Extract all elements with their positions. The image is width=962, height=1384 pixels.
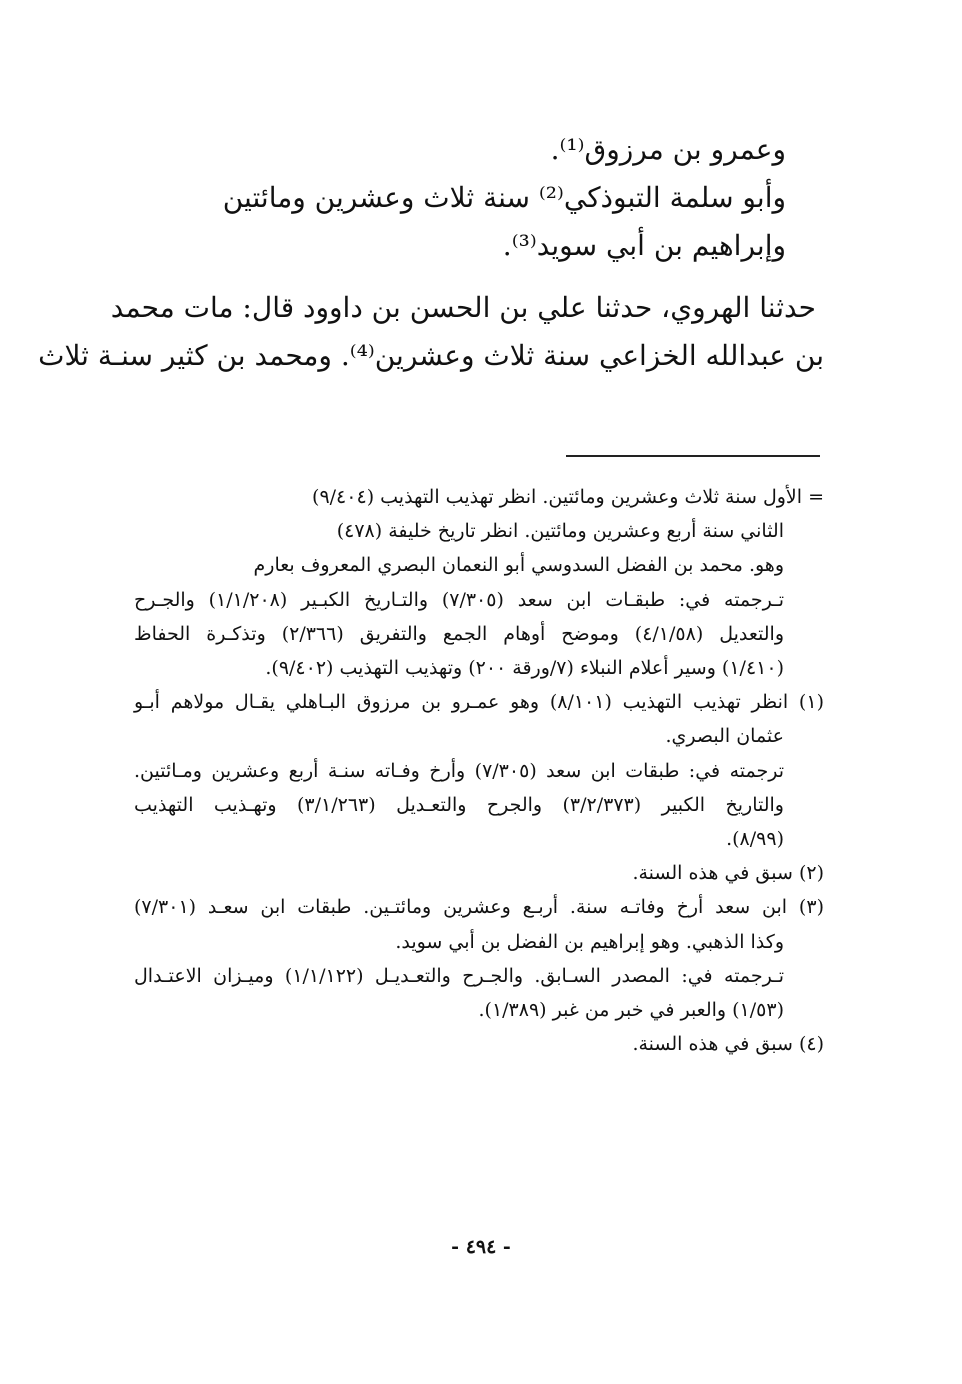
footnote-line: (١/٤١٠) وسير أعلام النبلاء (٧/ورقة ٢٠٠) وتهذيب التهذيب (٩/٤٠٢). [265, 657, 784, 680]
footnote-line: (١/٥٣) والعبر في خبر من غبر (١/٣٨٩). [478, 999, 784, 1022]
footnote-line: ترجمته في: طبقات ابن سعد (٧/٣٠٥) وأرخ وفـاته سنـة أربع وعشرين ومـائتين. [134, 759, 784, 782]
footnote-line: عثمان البصري. [665, 725, 784, 748]
footnote-line: تـرجمته في: المصدر السـابق. والجـرح والتعـديـل (١/١/١٢٢) وميـزان الاعتـدال [134, 964, 784, 987]
footnote-line: (٢) سبق في هذه السنة. [632, 862, 824, 885]
footnote-line: تـرجمته في: طبقـات ابن سعد (٧/٣٠٥) والتـاريخ الكبـير (١/١/٢٠٨) والجـرح [134, 588, 785, 611]
footnotes [134, 480, 824, 1061]
footnote-line: الثاني سنة أربع وعشرين ومائتين. انظر تاريخ خليفة (٤٧٨) [336, 520, 784, 543]
footnote-line: وكذا الذهبي. وهو إبراهيم بن الفضل بن أبي سويد. [395, 930, 784, 953]
footnote-line: (٣) ابن سعد أرخ وفاتـه سنة. أربـع وعشرين ومائتـين. طبقات ابن سعـد (٧/٣٠١) [134, 896, 824, 919]
page-number: - ٤٩٤ - [451, 1236, 511, 1258]
main-text-line: وعمرو بن مرزوق⁽¹⁾. [550, 133, 786, 166]
footnote-divider [566, 455, 820, 457]
main-text-line: وأبو سلمة التبوذكي⁽²⁾ سنة ثلاث وعشرين ومائتين [222, 181, 786, 214]
main-text [38, 126, 824, 380]
footnote-line: والتعديل (٤/١/٥٨) وموضح أوهام الجمع والتفريق (٢/٣٦٦) وتذكـرة الحفاظ [134, 622, 784, 645]
footnote-line: (٨/٩٩). [726, 828, 784, 851]
footnote-line: = الأول سنة ثلاث وعشرين ومائتين. انظر تهذيب التهذيب (٩/٤٠٤) [312, 486, 824, 508]
footnote-line: (١) انظر تهذيب التهذيب (٨/١٠١) وهو عمـرو بن مرزوق البـاهلي يقـال مولاهم أبـو [134, 691, 824, 714]
footnote-line: والتاريخ الكبير (٣/٢/٣٧٣) والجرح والتعـديل (٣/١/٢٦٣) وتهـذيب التهذيب [134, 793, 784, 816]
main-text-line: وإبراهيم بن أبي سويد⁽³⁾. [502, 229, 786, 262]
footnote-line: وهو. محمد بن الفضل السدوسي أبو النعمان البصري المعروف بعارم [253, 554, 784, 577]
main-text-line: حدثنا الهروي، حدثنا علي بن الحسن بن داوود قال: مات محمد [110, 291, 816, 324]
footnote-line: (٤) سبق في هذه السنة. [632, 1033, 824, 1056]
main-text-line: بن عبدالله الخزاعي سنة ثلاث وعشرين⁽⁴⁾. ومحمد بن كثير سنـة ثلاث [38, 339, 824, 372]
